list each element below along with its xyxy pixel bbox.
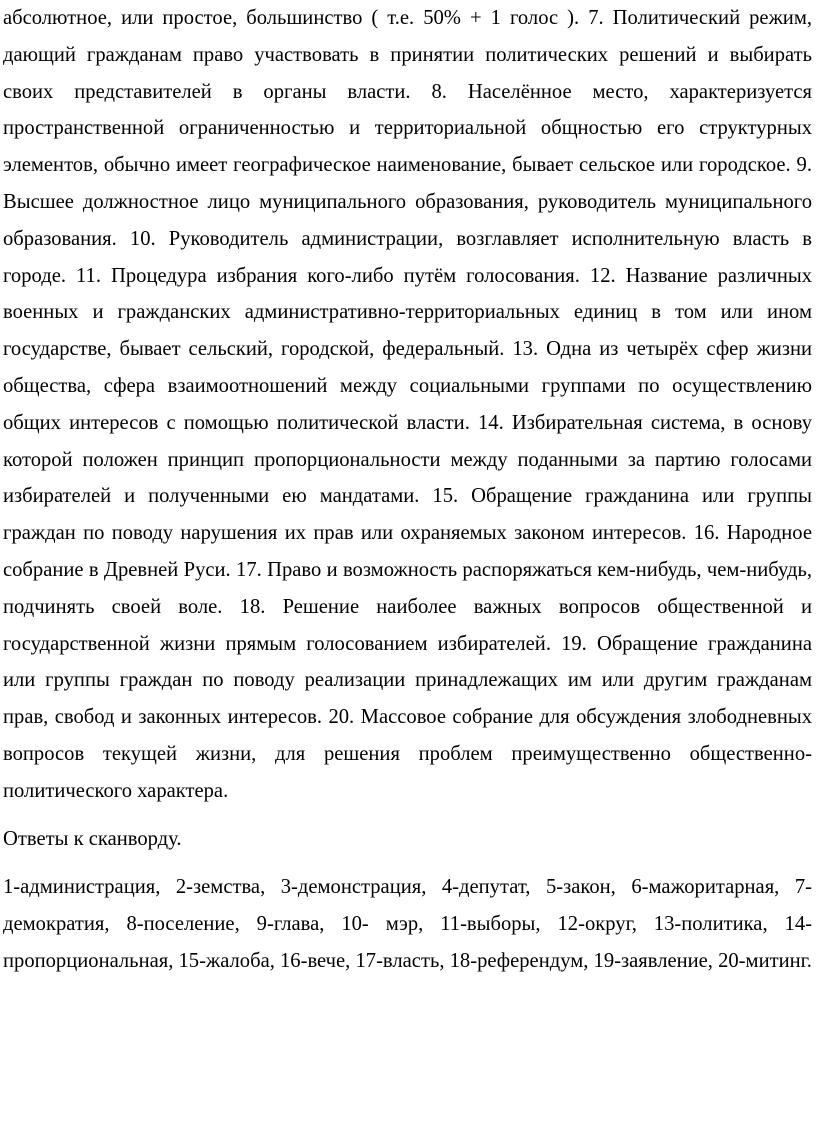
answers-paragraph: 1-администрация, 2-земства, 3-демонстрация, 4-депутат, 5-закон, 6-мажоритарная, 7-демократия, 8-поселение, 9-глава, 10- мэр, 11-выборы, 12-округ, 13-политика, 14-пропорциональная, 15-жалоба, 16-вече, 17-власть, 18-референдум, 19-заявление, 20-митинг. [3, 876, 812, 972]
answers-heading: Ответы к сканворду. [3, 827, 182, 850]
crossword-clues-paragraph: абсолютное, или простое, большинство ( т.е. 50% + 1 голос ). 7. Политический режим, дающий гражданам право участвовать в принятии политических решений и выбирать своих представителей в органы власти. 8. Населённое место, характеризуется пространственной ограниченностью и территориальной общностью его структурных элементов, обычно имеет географическое наименование, бывает сельское или городское. 9. Высшее должностное лицо муниципального образования, руководитель муниципального образования. 10. Руководитель администрации, возглавляет исполнительную власть в городе. 11. Процедура избрания кого-либо путём голосования. 12. Название различных военных и гражданских административно-территориальных единиц в том или ином государстве, бывает сельский, городской, федеральный. 13. Одна из четырёх сфер жизни общества, сфера взаимоотношений между социальными группами по осуществлению общих интересов с помощью политической власти. 14. Избирательная система, в основу которой положен принцип пропорциональности между поданными за партию голосами избирателей и полученными ею мандатами. 15. Обращение гражданина или группы граждан по поводу нарушения их прав или охраняемых законом интересов. 16. Народное собрание в Древней Руси. 17. Право и возможность распоряжаться кем-нибудь, чем-нибудь, подчинять своей воле. 18. Решение наиболее важных вопросов общественной и государственной жизни прямым голосованием избирателей. 19. Обращение гражданина или группы граждан по поводу реализации принадлежащих им или другим гражданам прав, свобод и законных интересов. 20. Массовое собрание для обсуждения злободневных вопросов текущей жизни, для решения проблем преимущественно общественно-политического характера. [3, 7, 812, 802]
document-page [3, 0, 812, 980]
